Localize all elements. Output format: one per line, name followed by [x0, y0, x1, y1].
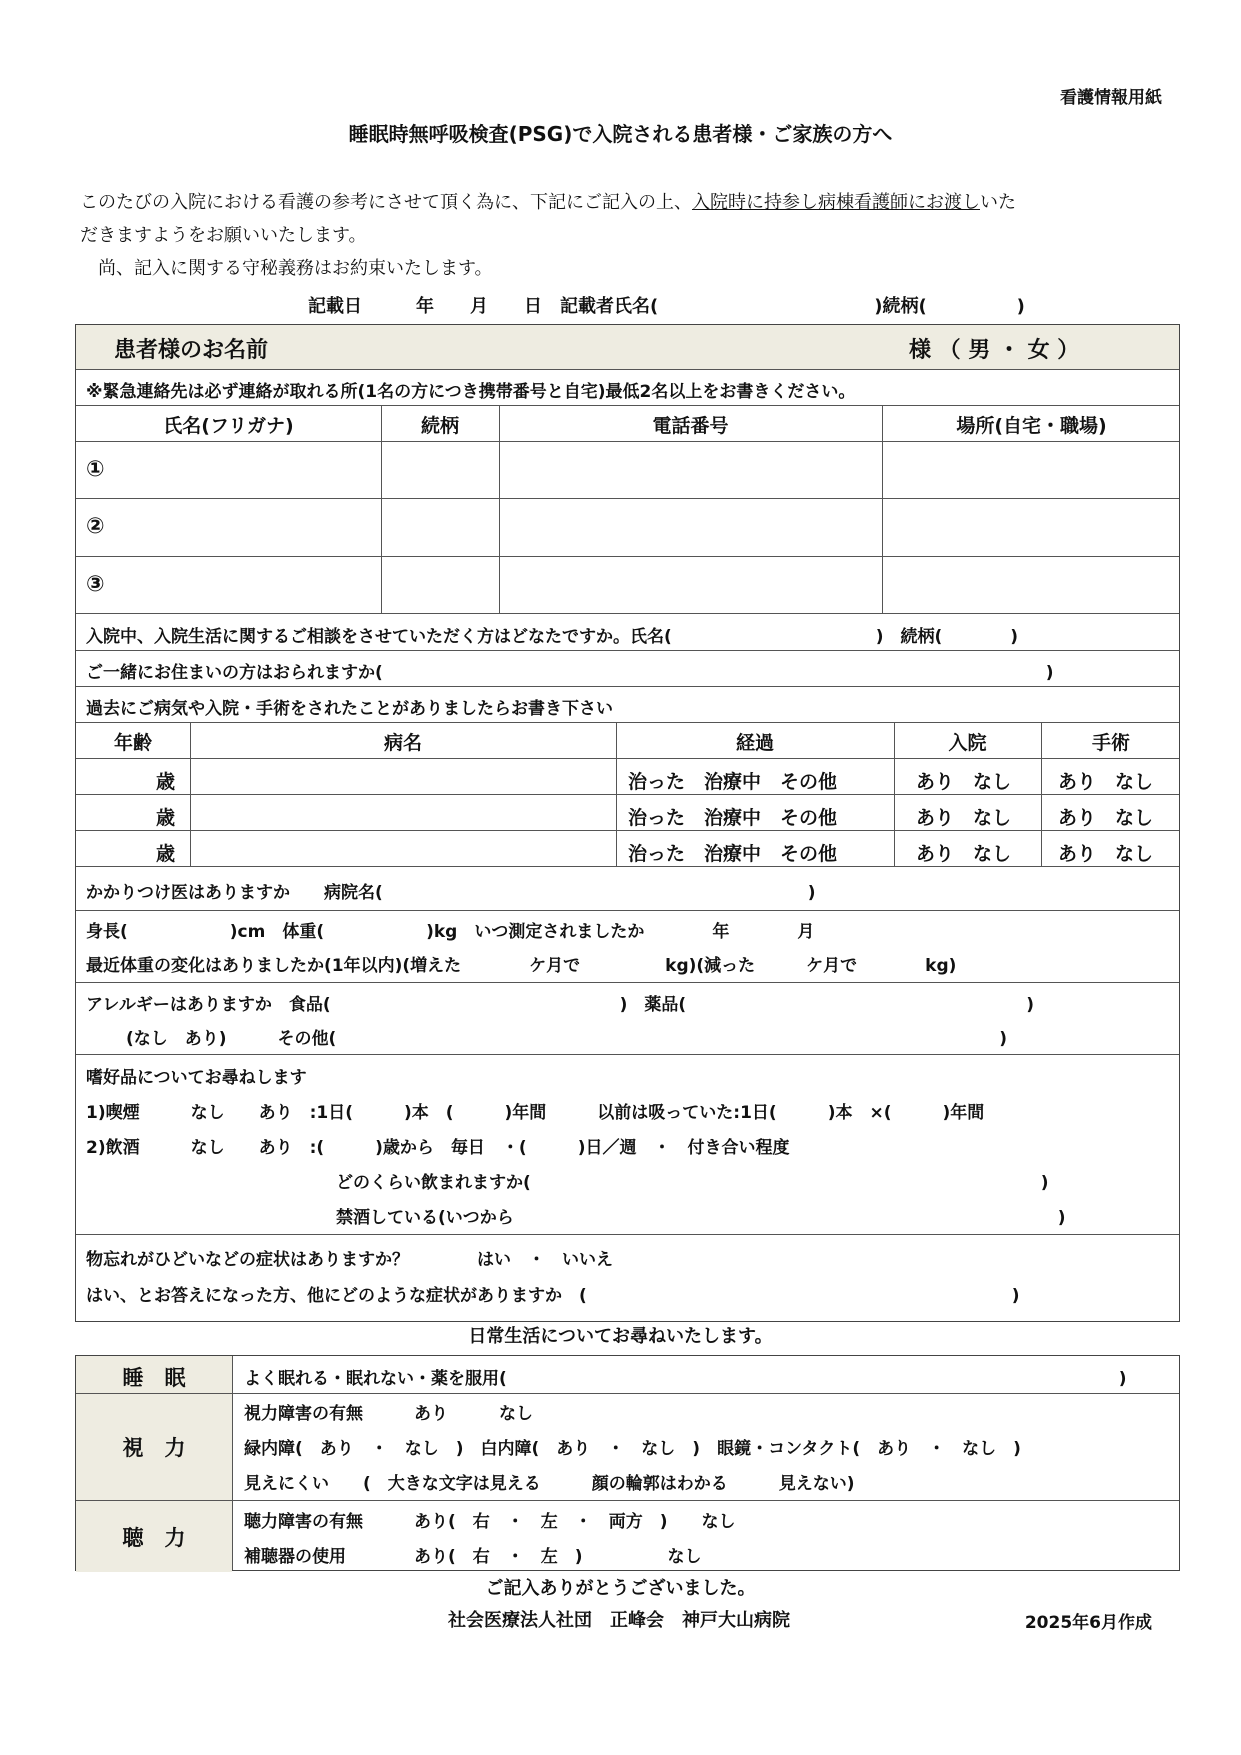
emergency-row-3[interactable]	[76, 556, 1179, 613]
hearing-label: 聴 力	[122, 1526, 186, 1550]
history-caption-row	[76, 686, 1179, 722]
cohabit-row[interactable]	[76, 650, 1179, 686]
drinking-amount: どのくらい飲まれますか( )	[336, 1173, 1049, 1193]
patient-name-label: 患者様のお名前	[114, 338, 269, 363]
allergy-row[interactable]	[76, 982, 1179, 1054]
surgery-options[interactable]: あり なし	[1058, 771, 1154, 793]
header-name: 氏名(フリガナ)	[163, 415, 294, 437]
header-disease: 病名	[383, 732, 422, 754]
emergency-header-row	[76, 405, 1179, 441]
habits-row[interactable]	[76, 1054, 1179, 1234]
surgery-options[interactable]: あり なし	[1058, 843, 1154, 865]
header-relation: 続柄	[420, 415, 459, 437]
header-phone: 電話番号	[652, 415, 729, 437]
body-row[interactable]	[76, 910, 1179, 982]
admission-options[interactable]: あり なし	[916, 843, 1012, 865]
course-options[interactable]: 治った 治療中 その他	[628, 843, 838, 865]
course-options[interactable]: 治った 治療中 その他	[628, 771, 838, 793]
vision-label: 視 力	[122, 1436, 186, 1460]
intro-line2: だきますようをお願いいたします。	[80, 225, 367, 246]
daily-form	[75, 1355, 1180, 1571]
history-row-3[interactable]	[76, 830, 1179, 866]
created-date: 2025年6月作成	[1024, 1613, 1152, 1633]
memory-row[interactable]	[76, 1234, 1179, 1323]
weight-change-text: 最近体重の変化はありましたか(1年以内)(増えた ケ月で kg)(減った ケ月で kg)	[86, 956, 957, 976]
daily-caption: 日常生活についてお尋ねいたします。	[468, 1326, 773, 1347]
age-unit: 歳	[156, 807, 176, 829]
drinking-text: 2)飲酒 なし あり :( )歳から 毎日 ・( )日／週 ・ 付き合い程度	[86, 1138, 790, 1158]
course-options[interactable]: 治った 治療中 その他	[628, 807, 838, 829]
header-admission: 入院	[948, 732, 987, 754]
emergency-row-2[interactable]	[76, 498, 1179, 556]
vision-row[interactable]	[76, 1393, 1179, 1500]
sleep-text: よく眠れる・眠れない・薬を服用( )	[244, 1369, 1127, 1389]
doctor-row[interactable]	[76, 866, 1179, 910]
allergy-line1: アレルギーはありますか 食品( ) 薬品( )	[86, 995, 1034, 1015]
surgery-options[interactable]: あり なし	[1058, 807, 1154, 829]
consult-text: 入院中、入院生活に関するご相談をさせていただく方はどなたですか。氏名( ) 続柄( )	[86, 627, 1019, 647]
page-title: 睡眠時無呼吸検査(PSG)で入院される患者様・ご家族の方へ	[348, 122, 893, 146]
header-surgery: 手術	[1091, 732, 1130, 754]
history-row-1[interactable]	[76, 758, 1179, 794]
header-place: 場所(自宅・職場)	[956, 415, 1107, 437]
patient-gender[interactable]: 様 （ 男 ・ 女 ）	[909, 338, 1080, 363]
row-number-3: ③	[86, 572, 105, 597]
vision-line3: 見えにくい ( 大きな文字は見える 顔の輪郭はわかる 見えない)	[244, 1474, 855, 1494]
sleep-label: 睡 眠	[122, 1366, 186, 1390]
history-header-row	[76, 722, 1179, 758]
admission-options[interactable]: あり なし	[916, 807, 1012, 829]
date-writer-line[interactable]: 記載日 年 月 日 記載者氏名( )続柄( )	[308, 296, 1025, 317]
age-unit: 歳	[156, 771, 176, 793]
admission-options[interactable]: あり なし	[916, 771, 1012, 793]
sleep-row[interactable]	[76, 1356, 1179, 1393]
header-age: 年齢	[113, 732, 152, 754]
habits-caption: 嗜好品についてお尋ねします	[86, 1068, 307, 1088]
emergency-row-1[interactable]	[76, 441, 1179, 498]
allergy-line2: (なし あり) その他( )	[126, 1029, 1008, 1049]
intro-underline: 入院時に持参し病棟看護師にお渡し	[692, 192, 980, 213]
intro-line1-end: いた	[980, 192, 1016, 213]
vision-line1: 視力障害の有無 あり なし	[244, 1404, 533, 1424]
emergency-note-row	[76, 369, 1179, 405]
consult-row[interactable]	[76, 613, 1179, 650]
doctor-text: かかりつけ医はありますか 病院名( )	[86, 883, 816, 903]
row-number-2: ②	[86, 514, 105, 539]
memory-followup: はい、とお答えになった方、他にどのような症状がありますか ( )	[86, 1286, 1020, 1306]
hearing-line1: 聴力障害の有無 あり( 右 ・ 左 ・ 両方 ) なし	[244, 1512, 736, 1532]
height-weight-text: 身長( )cm 体重( )kg いつ測定されましたか 年 月	[86, 922, 815, 942]
intro-line3: 尚、記入に関する守秘義務はお約束いたします。	[98, 258, 493, 279]
history-row-2[interactable]	[76, 794, 1179, 830]
header-course: 経過	[735, 732, 774, 754]
patient-name-row[interactable]	[76, 325, 1179, 369]
row-number-1: ①	[86, 457, 105, 482]
history-caption: 過去にご病気や入院・手術をされたことがありましたらお書き下さい	[86, 699, 613, 719]
document-code: 看護情報用紙	[1060, 88, 1162, 108]
intro-text	[80, 186, 1170, 285]
age-unit: 歳	[156, 843, 176, 865]
main-form	[75, 324, 1180, 1322]
smoking-text: 1)喫煙 なし あり :1日( )本 ( )年間 以前は吸っていた:1日( )本 ×( )年間	[86, 1103, 985, 1123]
emergency-note: ※緊急連絡先は必ず連絡が取れる所(1名の方につき携帯番号と自宅)最低2名以上をお書きください。	[86, 382, 856, 402]
intro-line1: このたびの入院における看護の参考にさせて頂く為に、下記にご記入の上、	[80, 192, 692, 213]
hospital-name: 社会医療法人社団 正峰会 神戸大山病院	[448, 1610, 790, 1631]
cohabit-text: ご一緒にお住まいの方はおられますか( )	[86, 663, 1054, 683]
thanks-message: ご記入ありがとうございました。	[485, 1578, 756, 1599]
memory-question: 物忘れがひどいなどの症状はありますか？ はい ・ いいえ	[86, 1250, 613, 1270]
hearing-line2: 補聴器の使用 あり( 右 ・ 左 ) なし	[244, 1547, 702, 1567]
vision-line2: 緑内障( あり ・ なし ) 白内障( あり ・ なし ) 眼鏡・コンタクト( あり ・ なし )	[244, 1439, 1021, 1459]
hearing-row[interactable]	[76, 1500, 1179, 1572]
quit-drinking: 禁酒している(いつから )	[336, 1208, 1066, 1228]
